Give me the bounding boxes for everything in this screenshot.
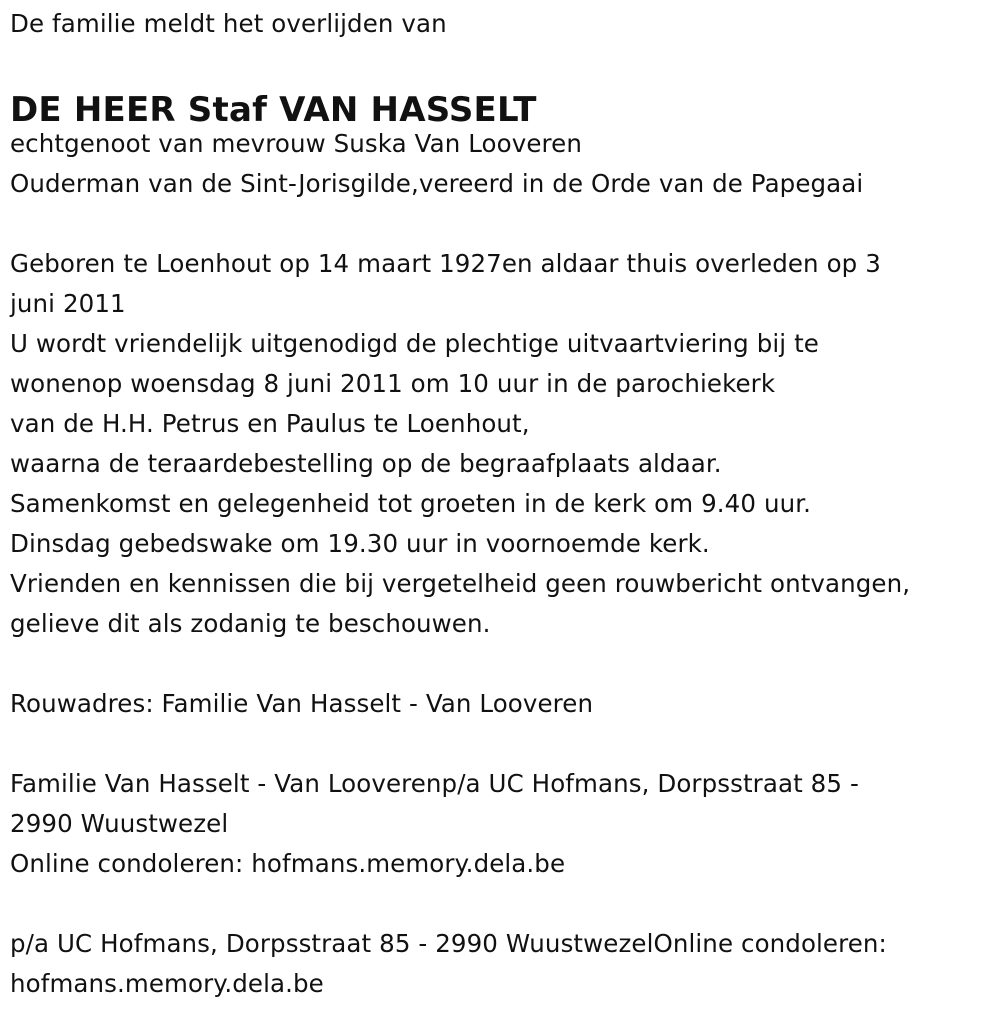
spacer: [10, 724, 985, 764]
spacer: [10, 884, 985, 924]
footer-line: p/a UC Hofmans, Dorpsstraat 85 - 2990 WuustwezelOnline condoleren:: [10, 929, 887, 958]
spacer: [10, 204, 985, 244]
spacer: [10, 644, 985, 684]
footer-line: hofmans.memory.dela.be: [10, 969, 324, 998]
body-line: van de H.H. Petrus en Paulus te Loenhout,: [10, 409, 530, 438]
deceased-name: DE HEER Staf VAN HASSELT: [10, 90, 537, 130]
intro-text: De familie meldt het overlijden van: [10, 9, 447, 38]
body-line: waarna de teraardebestelling op de begraafplaats aldaar.: [10, 449, 722, 478]
rouwadres-text: Rouwadres: Familie Van Hasselt - Van Looveren: [10, 689, 594, 718]
family-address-line: Familie Van Hasselt - Van Looverenp/a UC Hofmans, Dorpsstraat 85 -: [10, 769, 859, 798]
body-line: U wordt vriendelijk uitgenodigd de plechtige uitvaartviering bij te: [10, 329, 819, 358]
body-line: wonenop woensdag 8 juni 2011 om 10 uur in de parochiekerk: [10, 369, 776, 398]
obituary-document: [10, 4, 985, 1004]
family-address-line: 2990 Wuustwezel: [10, 809, 229, 838]
role-text: Ouderman van de Sint-Jorisgilde,vereerd in de Orde van de Papegaai: [10, 169, 864, 198]
body-line: Dinsdag gebedswake om 19.30 uur in voornoemde kerk.: [10, 529, 710, 558]
body-line: gelieve dit als zodanig te beschouwen.: [10, 609, 491, 638]
body-line: Samenkomst en gelegenheid tot groeten in de kerk om 9.40 uur.: [10, 489, 812, 518]
body-line: Vrienden en kennissen die bij vergetelheid geen rouwbericht ontvangen,: [10, 569, 911, 598]
body-line: juni 2011: [10, 289, 126, 318]
spouse-text: echtgenoot van mevrouw Suska Van Looveren: [10, 129, 582, 158]
online-condolence-text: Online condoleren: hofmans.memory.dela.be: [10, 849, 566, 878]
body-line: Geboren te Loenhout op 14 maart 1927en aldaar thuis overleden op 3: [10, 249, 881, 278]
